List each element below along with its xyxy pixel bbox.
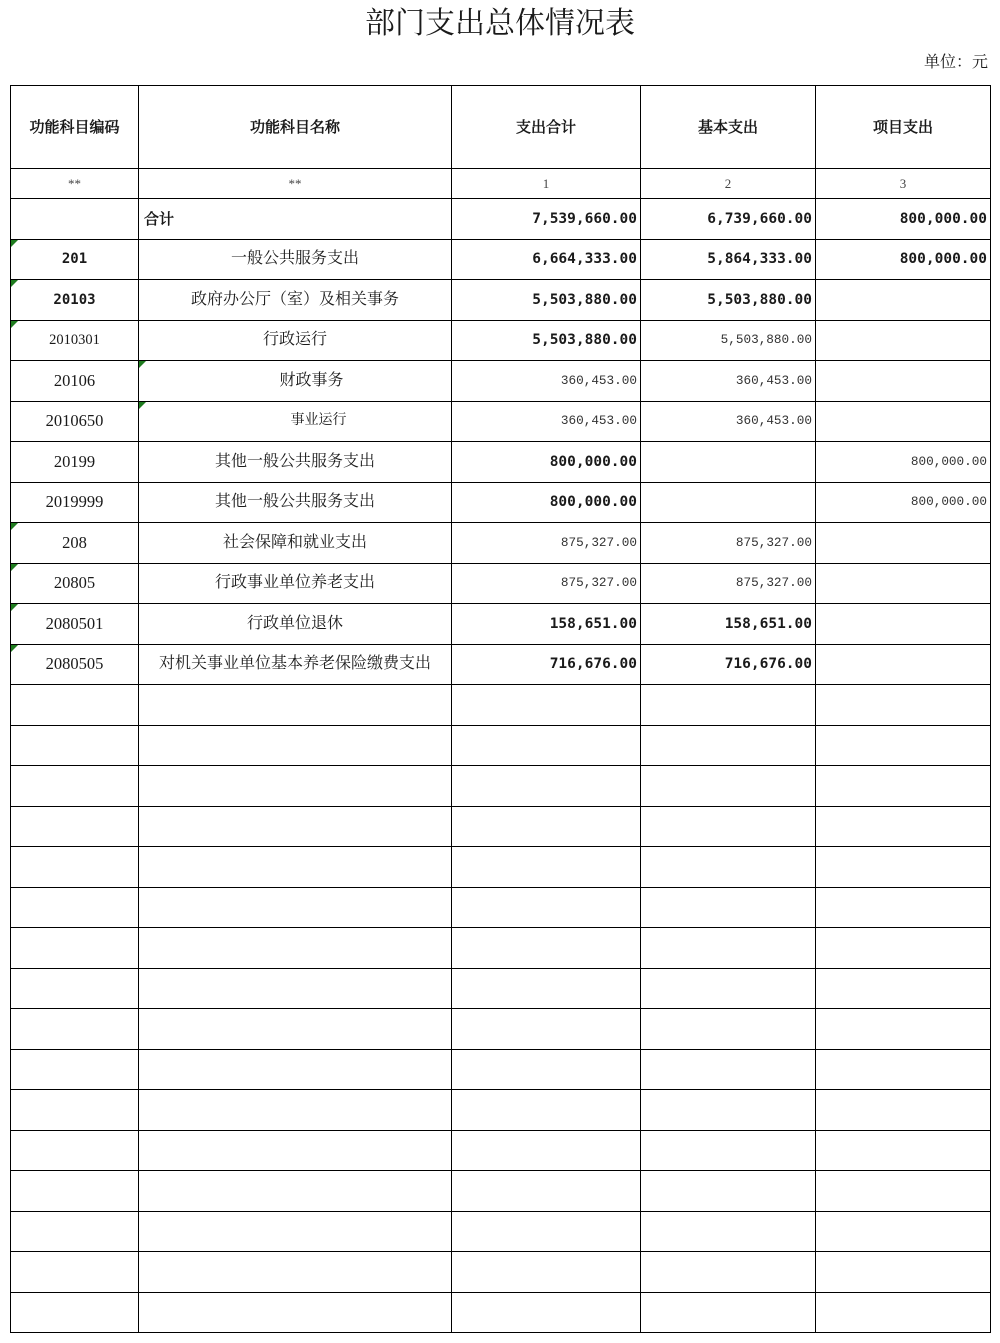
empty-row <box>11 1090 991 1131</box>
cell-name: 行政单位退休 <box>139 604 452 645</box>
name-text: 财政事务 <box>279 371 344 389</box>
empty-cell <box>641 806 816 847</box>
cell-code <box>11 199 139 240</box>
empty-cell <box>11 725 139 766</box>
cell-total: 5,503,880.00 <box>452 320 641 361</box>
green-triangle-icon <box>11 645 18 652</box>
column-index-code: ** <box>11 169 139 199</box>
cell-basic <box>641 482 816 523</box>
code-text: 2080505 <box>45 654 104 674</box>
empty-cell <box>139 766 452 807</box>
cell-total: 6,664,333.00 <box>452 239 641 280</box>
empty-row <box>11 725 991 766</box>
empty-cell <box>452 1292 641 1333</box>
empty-cell <box>139 1130 452 1171</box>
empty-cell <box>11 1130 139 1171</box>
column-index-project: 3 <box>816 169 991 199</box>
cell-code <box>11 239 139 280</box>
name-text: 事业运行 <box>290 413 347 429</box>
cell-total: 5,503,880.00 <box>452 280 641 321</box>
empty-cell <box>139 968 452 1009</box>
table-row <box>11 482 991 523</box>
cell-name: 其他一般公共服务支出 <box>139 442 452 483</box>
empty-cell <box>139 685 452 726</box>
empty-row <box>11 1171 991 1212</box>
cell-total: 875,327.00 <box>452 523 641 564</box>
empty-cell <box>452 847 641 888</box>
green-triangle-icon <box>11 604 18 611</box>
empty-cell <box>11 806 139 847</box>
unit-label: 单位：元 <box>923 54 988 71</box>
empty-cell <box>641 1009 816 1050</box>
cell-total: 875,327.00 <box>452 563 641 604</box>
empty-cell <box>641 766 816 807</box>
column-header-total: 支出合计 <box>452 86 641 169</box>
cell-basic: 360,453.00 <box>641 401 816 442</box>
cell-total: 800,000.00 <box>452 442 641 483</box>
empty-row <box>11 685 991 726</box>
cell-code: 2019999 <box>11 482 139 523</box>
empty-cell <box>452 887 641 928</box>
empty-cell <box>139 1292 452 1333</box>
empty-row <box>11 1292 991 1333</box>
empty-cell <box>139 847 452 888</box>
cell-project: 800,000.00 <box>816 442 991 483</box>
cell-project <box>816 320 991 361</box>
empty-row <box>11 1049 991 1090</box>
column-index-total: 1 <box>452 169 641 199</box>
table-row <box>11 644 991 685</box>
cell-project <box>816 644 991 685</box>
cell-code <box>11 523 139 564</box>
table-row <box>11 563 991 604</box>
cell-total: 800,000.00 <box>452 482 641 523</box>
empty-cell <box>11 1009 139 1050</box>
empty-row <box>11 1009 991 1050</box>
empty-cell <box>816 1009 991 1050</box>
cell-name <box>139 401 452 442</box>
table-row <box>11 442 991 483</box>
code-text: 201 <box>61 251 88 268</box>
empty-row <box>11 1211 991 1252</box>
empty-cell <box>139 1252 452 1293</box>
cell-project <box>816 523 991 564</box>
empty-row <box>11 806 991 847</box>
expenditure-table <box>10 85 991 1333</box>
green-triangle-icon <box>11 564 18 571</box>
empty-cell <box>641 887 816 928</box>
column-index-name: ** <box>139 169 452 199</box>
empty-cell <box>139 1090 452 1131</box>
column-index-basic: 2 <box>641 169 816 199</box>
empty-cell <box>641 1049 816 1090</box>
empty-cell <box>452 1090 641 1131</box>
empty-cell <box>139 1211 452 1252</box>
empty-cell <box>641 1090 816 1131</box>
cell-project: 800,000.00 <box>816 239 991 280</box>
column-header-project: 项目支出 <box>816 86 991 169</box>
empty-cell <box>11 1049 139 1090</box>
empty-cell <box>816 1049 991 1090</box>
empty-cell <box>139 887 452 928</box>
cell-basic: 5,864,333.00 <box>641 239 816 280</box>
empty-row <box>11 847 991 888</box>
column-header-name: 功能科目名称 <box>139 86 452 169</box>
empty-cell <box>139 1049 452 1090</box>
empty-cell <box>11 1090 139 1131</box>
empty-row <box>11 887 991 928</box>
cell-basic <box>641 442 816 483</box>
empty-cell <box>11 685 139 726</box>
cell-code: 2010650 <box>11 401 139 442</box>
cell-basic: 6,739,660.00 <box>641 199 816 240</box>
empty-cell <box>452 1252 641 1293</box>
empty-cell <box>11 847 139 888</box>
empty-cell <box>11 1252 139 1293</box>
cell-total: 360,453.00 <box>452 361 641 402</box>
empty-cell <box>816 1211 991 1252</box>
empty-cell <box>641 1130 816 1171</box>
empty-cell <box>452 968 641 1009</box>
cell-basic: 158,651.00 <box>641 604 816 645</box>
empty-cell <box>452 1009 641 1050</box>
cell-project <box>816 280 991 321</box>
cell-project: 800,000.00 <box>816 482 991 523</box>
table-row <box>11 523 991 564</box>
green-triangle-icon <box>11 240 18 247</box>
empty-cell <box>452 1049 641 1090</box>
cell-code <box>11 644 139 685</box>
empty-cell <box>641 847 816 888</box>
empty-cell <box>139 1171 452 1212</box>
empty-cell <box>452 1211 641 1252</box>
empty-cell <box>816 928 991 969</box>
empty-cell <box>11 1171 139 1212</box>
empty-cell <box>139 1009 452 1050</box>
empty-cell <box>452 725 641 766</box>
header-row <box>11 86 991 169</box>
cell-project <box>816 563 991 604</box>
cell-name: 合计 <box>139 199 452 240</box>
empty-cell <box>641 968 816 1009</box>
empty-row <box>11 928 991 969</box>
empty-cell <box>816 887 991 928</box>
empty-cell <box>452 1171 641 1212</box>
empty-cell <box>452 806 641 847</box>
green-triangle-icon <box>11 523 18 530</box>
empty-cell <box>452 928 641 969</box>
empty-cell <box>11 1211 139 1252</box>
code-text: 2010301 <box>49 332 100 349</box>
empty-cell <box>816 806 991 847</box>
empty-cell <box>641 685 816 726</box>
empty-row <box>11 968 991 1009</box>
empty-cell <box>816 1090 991 1131</box>
empty-cell <box>641 725 816 766</box>
cell-basic: 716,676.00 <box>641 644 816 685</box>
empty-row <box>11 1130 991 1171</box>
empty-cell <box>816 1252 991 1293</box>
empty-cell <box>641 928 816 969</box>
empty-cell <box>816 1171 991 1212</box>
empty-cell <box>816 766 991 807</box>
cell-code: 20106 <box>11 361 139 402</box>
cell-name: 行政事业单位养老支出 <box>139 563 452 604</box>
table-row <box>11 604 991 645</box>
column-index-row <box>11 169 991 199</box>
table-row <box>11 239 991 280</box>
cell-name: 一般公共服务支出 <box>139 239 452 280</box>
cell-project <box>816 361 991 402</box>
empty-cell <box>641 1211 816 1252</box>
empty-cell <box>816 725 991 766</box>
green-triangle-icon <box>11 280 18 287</box>
cell-code <box>11 604 139 645</box>
cell-basic: 875,327.00 <box>641 523 816 564</box>
empty-cell <box>139 806 452 847</box>
cell-total: 7,539,660.00 <box>452 199 641 240</box>
column-header-basic: 基本支出 <box>641 86 816 169</box>
empty-cell <box>641 1292 816 1333</box>
page-title: 部门支出总体情况表 <box>365 7 635 40</box>
empty-cell <box>816 968 991 1009</box>
empty-cell <box>452 1130 641 1171</box>
empty-cell <box>139 725 452 766</box>
cell-name: 行政运行 <box>139 320 452 361</box>
cell-code <box>11 320 139 361</box>
empty-cell <box>11 968 139 1009</box>
table-row <box>11 280 991 321</box>
cell-basic: 5,503,880.00 <box>641 320 816 361</box>
green-triangle-icon <box>139 402 146 409</box>
cell-name: 社会保障和就业支出 <box>139 523 452 564</box>
empty-row <box>11 766 991 807</box>
cell-basic: 5,503,880.00 <box>641 280 816 321</box>
empty-cell <box>816 847 991 888</box>
cell-project <box>816 401 991 442</box>
table-row <box>11 361 991 402</box>
empty-row <box>11 1252 991 1293</box>
empty-cell <box>452 766 641 807</box>
table-row <box>11 401 991 442</box>
cell-code <box>11 280 139 321</box>
empty-cell <box>641 1171 816 1212</box>
empty-cell <box>641 1252 816 1293</box>
empty-cell <box>11 766 139 807</box>
empty-cell <box>11 928 139 969</box>
empty-cell <box>816 685 991 726</box>
table-row <box>11 320 991 361</box>
empty-cell <box>452 685 641 726</box>
cell-code: 20199 <box>11 442 139 483</box>
empty-cell <box>11 887 139 928</box>
code-text: 208 <box>62 532 87 552</box>
cell-project: 800,000.00 <box>816 199 991 240</box>
empty-cell <box>139 928 452 969</box>
cell-basic: 360,453.00 <box>641 361 816 402</box>
green-triangle-icon <box>139 361 146 368</box>
cell-code <box>11 563 139 604</box>
cell-total: 716,676.00 <box>452 644 641 685</box>
code-text: 20805 <box>53 573 96 593</box>
cell-name: 其他一般公共服务支出 <box>139 482 452 523</box>
empty-cell <box>816 1292 991 1333</box>
code-text: 2080501 <box>45 613 104 633</box>
cell-name <box>139 361 452 402</box>
empty-cell <box>816 1130 991 1171</box>
green-triangle-icon <box>11 321 18 328</box>
cell-name: 政府办公厅（室）及相关事务 <box>139 280 452 321</box>
code-text: 20103 <box>53 291 96 308</box>
column-header-code: 功能科目编码 <box>11 86 139 169</box>
cell-total: 158,651.00 <box>452 604 641 645</box>
table-row-total <box>11 199 991 240</box>
cell-basic: 875,327.00 <box>641 563 816 604</box>
empty-cell <box>11 1292 139 1333</box>
cell-name: 对机关事业单位基本养老保险缴费支出 <box>139 644 452 685</box>
cell-project <box>816 604 991 645</box>
cell-total: 360,453.00 <box>452 401 641 442</box>
